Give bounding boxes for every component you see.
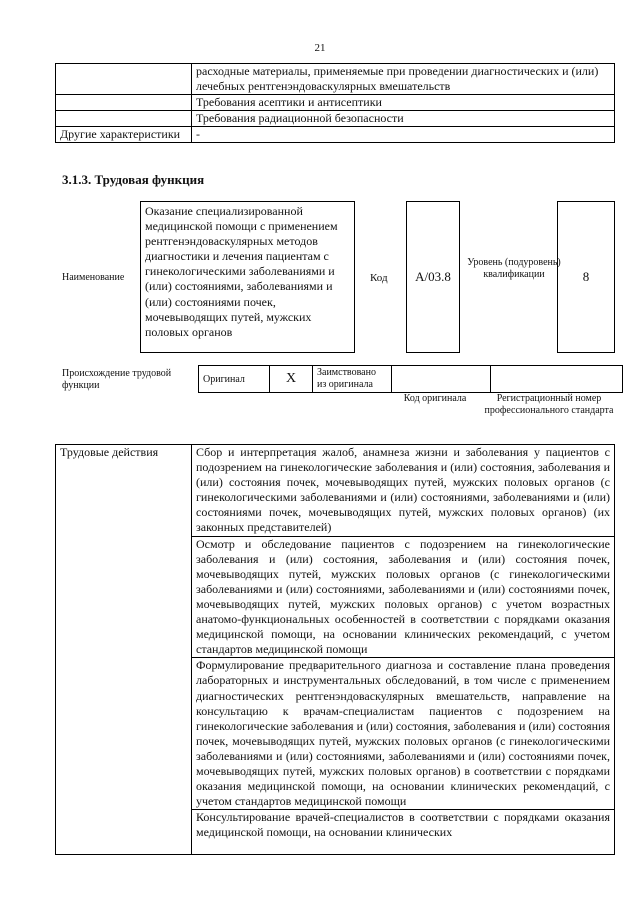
function-name: Оказание специализированной медицинской помощи с применением рентгенэндоваскулярных методов диагностики и лечения пациентам с гинекологическими заболеваниями и (или) состояниями, заболеваниями и (или) состояниями почек, мочевыводящих путей, мужских половых органов <box>140 201 355 353</box>
labor-action-item: Формулирование предварительного диагноза и составление плана проведения лабораторных и инструментальных обследований, в том числе с применением диагностических рентгенэндоваскулярных вмешательств, направление на консультацию к врачам-специалистам пациентов с подозрением на гинекологические заболевания и (или) состояния, заболевания и (или) состояния почек, мочевыводящих путей, мужских половых органов (с гинекологическими заболеваниями и (или) состояниями, заболеваниями и (или) состояниями почек, мочевыводящих путей, мужских половых органов) в соответствии с порядками оказания медицинской помощи, на основании клинических рекомендаций, с учетом стандартов медицинской помощи <box>192 658 615 810</box>
row-label <box>56 95 192 111</box>
origin-table <box>198 365 623 393</box>
function-code: A/03.8 <box>406 201 460 353</box>
original-cell: Оригинал <box>199 366 270 393</box>
borrowed-cell: Заимствовано из оригинала <box>313 366 392 393</box>
labor-action-item-cell <box>192 810 615 855</box>
labor-actions-table <box>55 444 615 855</box>
row-label <box>56 64 192 95</box>
row-label <box>56 111 192 127</box>
labor-action-item: Консультирование врачей-специалистов в соответствии с порядками оказания медицинской помощи, на основании клинических <box>196 810 610 840</box>
table-row <box>56 95 615 111</box>
name-label: Наименование <box>62 272 125 283</box>
original-mark: X <box>270 366 313 393</box>
table-row <box>56 111 615 127</box>
qualification-level-label: Уровень (подуровень) квалификации <box>467 257 561 280</box>
row-label: Другие характеристики <box>56 127 192 143</box>
row-text: Требования радиационной безопасности <box>192 111 615 127</box>
page-number: 21 <box>314 42 326 54</box>
original-code-caption: Код оригинала <box>403 393 467 404</box>
code-label: Код <box>370 272 388 284</box>
row-text: - <box>192 127 615 143</box>
labor-actions-label: Трудовые действия <box>56 445 192 855</box>
origin-label: Происхождение трудовой функции <box>62 368 172 391</box>
table-row <box>56 127 615 143</box>
registration-number-cell <box>491 366 623 393</box>
row-text: расходные материалы, применяемые при проведении диагностических и (или) лечебных рентгенэндоваскулярных вмешательств <box>192 64 615 95</box>
labor-action-item: Осмотр и обследование пациентов с подозрением на гинекологические заболевания и (или) состояния, заболевания и (или) состояния почек, мочевыводящих путей, мужских половых органов (с гинекологическими заболеваниями и (или) состояниями, заболеваниями и (или) состояниями почек, мочевыводящих путей, мужских половых органов) с учетом возрастных анатомо-функциональных особенностей в соответствии с порядками оказания медицинской помощи, на основании клинических рекомендаций, с учетом стандартов медицинской помощи <box>192 536 615 658</box>
original-code-cell <box>392 366 491 393</box>
row-text: Требования асептики и антисептики <box>192 95 615 111</box>
table-row <box>56 445 615 537</box>
labor-action-item: Сбор и интерпретация жалоб, анамнеза жизни и заболевания у пациентов с подозрением на гинекологические заболевания и (или) состояния, заболевания и (или) состояния почек, мочевыводящих путей, мужских половых органов (с гинекологическими заболеваниями и (или) состояниями, заболеваниями и (или) состояниями почек, мочевыводящих путей, мужских половых органов) (их законных представителей) <box>192 445 615 537</box>
section-heading: 3.1.3. Трудовая функция <box>62 172 205 187</box>
qualification-level-value: 8 <box>557 201 615 353</box>
continuation-table <box>55 63 615 143</box>
table-row <box>56 64 615 95</box>
registration-number-caption: Регистрационный номер профессионального стандарта <box>484 393 614 416</box>
